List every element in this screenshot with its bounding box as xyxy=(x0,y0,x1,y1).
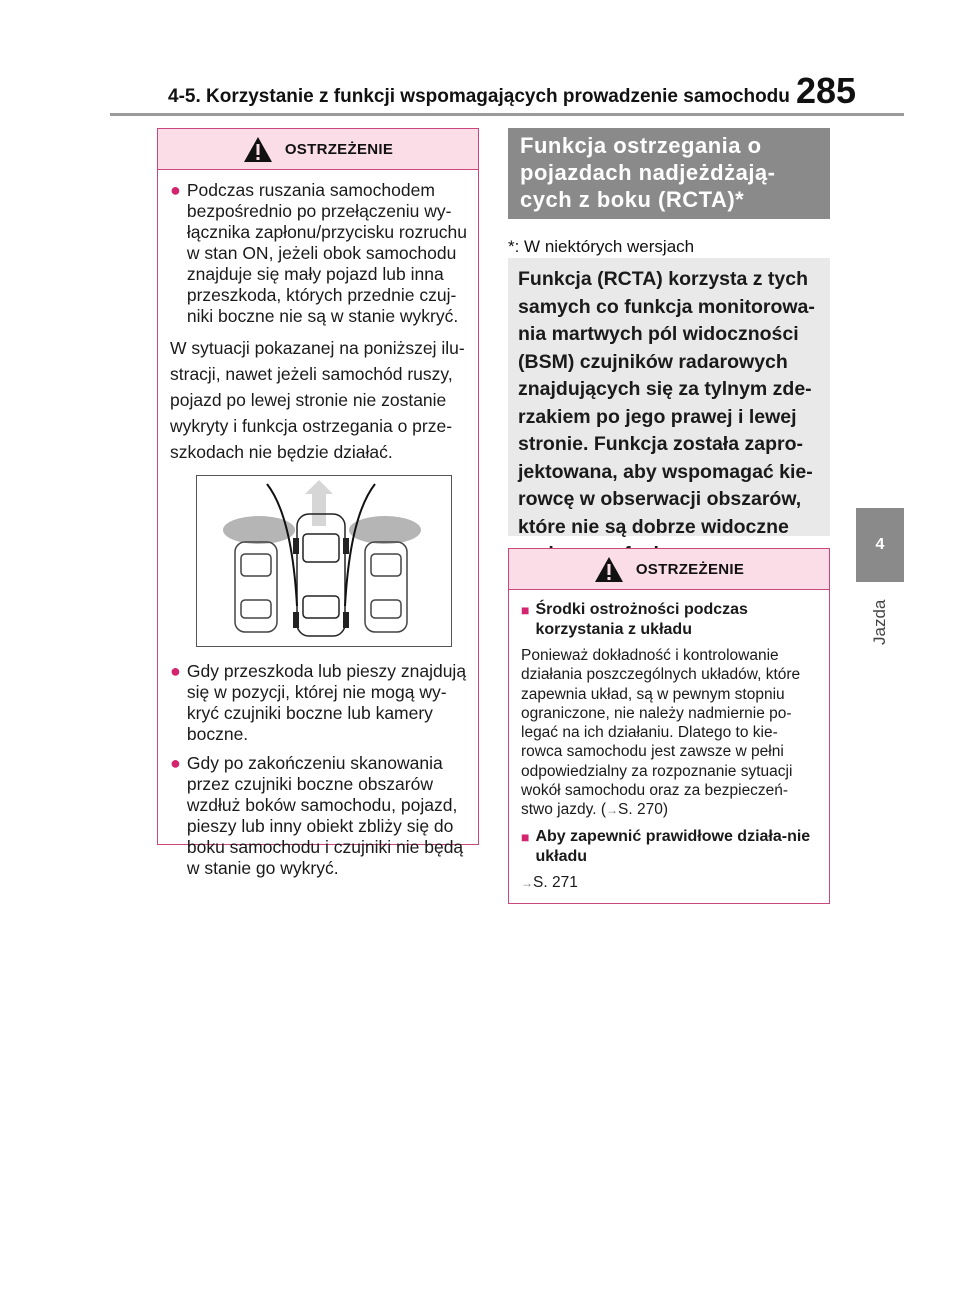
subhead-correct-operation xyxy=(521,827,819,867)
left-warning-paragraph: W sytuacji pokazanej na poniższej ilu-stracji, nawet jeżeli samochód ruszy, pojazd po lewej stronie nie zostanie wykryty i funkcja ostrzegania o prze-szkodach nie będzie działać. xyxy=(170,338,465,462)
chapter-label: Jazda xyxy=(870,599,889,645)
subhead-precautions xyxy=(521,600,819,640)
square-bullet-icon: ■ xyxy=(521,828,530,845)
square-bullet-icon: ■ xyxy=(521,602,530,618)
bullet-dot-icon: ● xyxy=(170,753,181,773)
left-warning-header xyxy=(158,129,478,170)
precautions-paragraph: Ponieważ dokładność i kontrolowanie działania poszczególnych układów, które zapewnia układ, są w pewnym stopniu ograniczone, nie należy nadmiernie po-legać na ich działaniu. Dlatego to kie-rowca samochodu jest zawsze w pełni odpowiedzialny za rozpoznanie sytuacji wokół samochodu oraz za bezpieczeń-stwo jazdy. (→S. 270) xyxy=(521,647,801,819)
section-title: Funkcja ostrzegania o pojazdach nadjeżdżają-cych z boku (RCTA)* xyxy=(508,128,830,219)
warning-triangle-icon xyxy=(594,556,624,583)
arrow-right-icon: → xyxy=(606,803,618,818)
cars-illustration xyxy=(196,475,452,647)
header-title: 4-5. Korzystanie z funkcji wspomagających prowadzenie samochodu xyxy=(168,86,790,107)
left-warning-heading: OSTRZEŻENIE xyxy=(284,140,394,158)
left-warning-box xyxy=(157,128,479,878)
reference-link-2[interactable]: S. 271 xyxy=(533,873,578,891)
page-number: 285 xyxy=(796,70,857,111)
bullet-dot-icon: ● xyxy=(170,661,181,681)
reference-paragraph xyxy=(521,873,819,893)
right-warning-heading: OSTRZEŻENIE xyxy=(635,560,745,578)
reference-link-1[interactable]: S. 270 xyxy=(618,801,663,819)
left-warning-bullet-3 xyxy=(170,753,468,879)
subhead-text: Aby zapewnić prawidłowe działa-nie układu xyxy=(535,827,811,865)
bullet-text: Gdy przeszkoda lub pieszy znajdują się w pozycji, której nie mogą wy-kryć czujniki boczne lub kamery boczne. xyxy=(186,661,467,744)
subhead-text: Środki ostrożności podczas korzystania z układu xyxy=(535,601,748,638)
header-rule xyxy=(110,113,904,116)
intro-box: Funkcja (RCTA) korzysta z tych samych co funkcja monitorowa-nia martwych pól widoczności (BSM) czujników radarowych znajdujących się za tylnym zde-rzakiem po jego prawej i lewej stronie. Funkcja została zapro-jektowana, aby wspomagać kie-rowcę w obserwacji obszarów, które nie są dobrze widoczne xyxy=(508,258,830,536)
left-warning-bullet-2 xyxy=(170,661,468,745)
parked-cars-diagram-icon xyxy=(197,476,451,646)
warning-triangle-icon xyxy=(243,136,273,163)
bullet-text: Podczas ruszania samochodem bezpośrednio po przełączeniu wy-łącznika zapłonu/przycisku rozruchu w stan ON, jeżeli obok samochodu znajduje się mały pojazd lub inna przeszkoda, których przednie czuj-niki boczne nie są w stanie wykryć. xyxy=(186,180,468,326)
precautions-text: Ponieważ dokładność i kontrolowanie działania poszczególnych układów, które zapewnia układ, są w pewnym stopniu ograniczone, nie należy nadmiernie po-legać na ich działaniu. Dlatego to kie-rowca samochodu jest zawsze w pełni odpowiedzialny za rozpoznanie sytuacji wokół samochodu oraz za bezpieczeń-stwo jazdy. xyxy=(521,647,801,819)
bullet-dot-icon: ● xyxy=(170,180,181,200)
left-warning-bullet-1 xyxy=(170,180,468,327)
arrow-right-icon: → xyxy=(521,875,533,890)
chapter-tab[interactable]: 4 xyxy=(856,508,904,582)
right-warning-box xyxy=(508,548,830,904)
footnote: *: W niektórych wersjach xyxy=(508,237,695,256)
right-warning-header xyxy=(509,549,829,590)
bullet-text: Gdy po zakończeniu skanowania przez czujniki boczne obszarów wzdłuż boków samochodu, pojazd, pieszy lub inny obiekt zbliży się do boku samochodu i czujniki nie będą w stanie go wykryć. xyxy=(186,753,464,878)
